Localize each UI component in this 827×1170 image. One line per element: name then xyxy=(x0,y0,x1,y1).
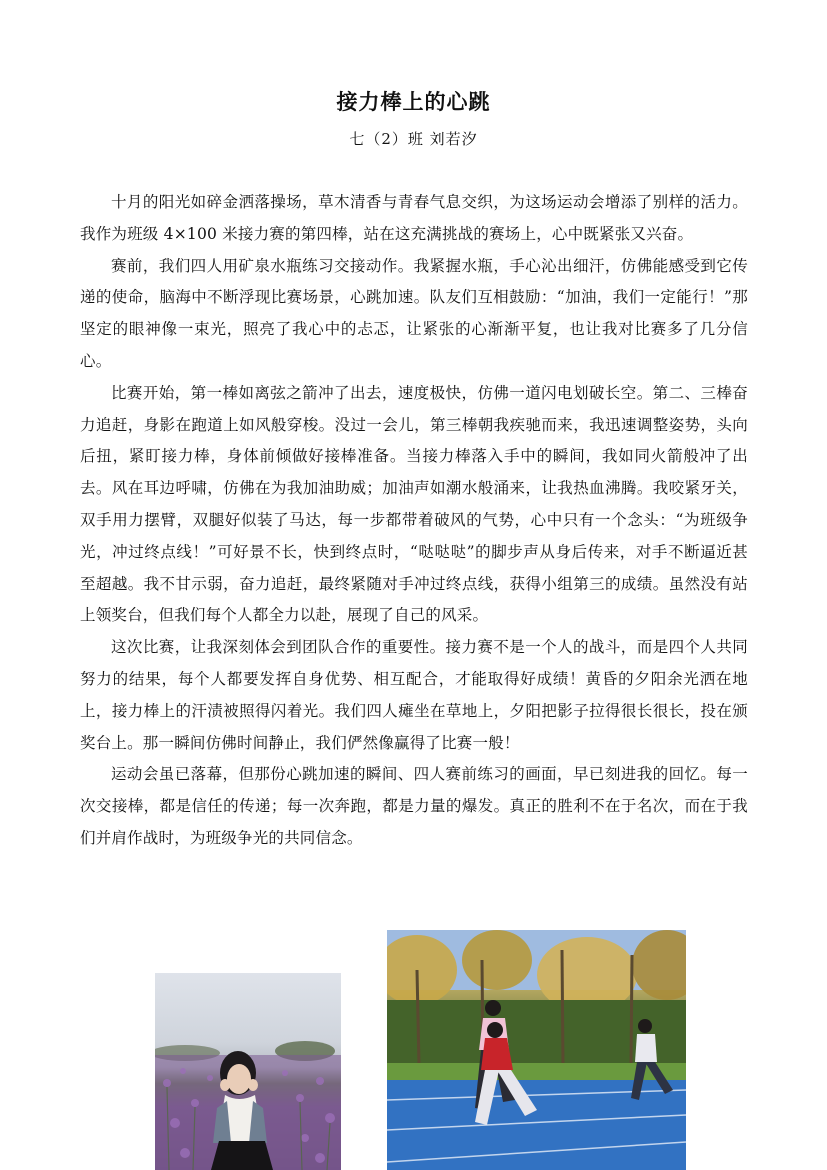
paragraph: 这次比赛，让我深刻体会到团队合作的重要性。接力赛不是一个人的战斗，而是四个人共同努力的结果，每个人都要发挥自身优势、相互配合，才能取得好成绩！黄昏的夕阳余光洒在地上，接力棒上的汗渍被照得闪着光。我们四人瘫坐在草地上，夕阳把影子拉得很长很长，投在颁奖台上。那一瞬间仿佛时间静止，我们俨然像赢得了比赛一般！ xyxy=(80,638,748,752)
paragraph: 运动会虽已落幕，但那份心跳加速的瞬间、四人赛前练习的画面，早已刻进我的回忆。每一次交接棒，都是信任的传递；每一次奔跑，都是力量的爆发。真正的胜利不在于名次，而在于我们并肩作战时，为班级争光的共同信念。 xyxy=(80,765,748,847)
relay-runners-on-track-photo xyxy=(387,930,686,1170)
paragraph: 比赛开始，第一棒如离弦之箭冲了出去，速度极快，仿佛一道闪电划破长空。第二、三棒奋力追赶，身影在跑道上如风般穿梭。没过一会儿，第三棒朝我疾驰而来，我迅速调整姿势，头向后扭，紧盯接力棒，身体前倾做好接棒准备。当接力棒落入手中的瞬间，我如同火箭般冲了出去。风在耳边呼啸，仿佛在为我加油助威；加油声如潮水般涌来，让我热血沸腾。我咬紧牙关，双手用力摆臂，双腿好似装了马达，每一步都带着破风的气势，心中只有一个念头：“为班级争光，冲过终点线！”可好景不长，快到终点时，“哒哒哒”的脚步声从身后传来，对手不断逼近甚至超越。我不甘示弱，奋力追赶，最终紧随对手冲过终点线，获得小组第三的成绩。虽然没有站上领奖台，但我们每个人都全力以赴，展现了自己的风采。 xyxy=(80,383,748,625)
paragraph: 十月的阳光如碎金洒落操场，草木清香与青春气息交织，为这场运动会增添了别样的活力。我作为班级 4×100 米接力赛的第四棒，站在这充满挑战的赛场上，心中既紧张又兴奋。 xyxy=(80,193,748,243)
article-body xyxy=(80,187,748,855)
flower-field-illustration xyxy=(155,973,341,1170)
paragraph: 赛前，我们四人用矿泉水瓶练习交接动作。我紧握水瓶，手心沁出细汗，仿佛能感受到它传递的使命，脑海中不断浮现比赛场景，心跳加速。队友们互相鼓励：“加油，我们一定能行！”那坚定的眼神像一束光，照亮了我心中的忐忑，让紧张的心渐渐平复，也让我对比赛多了几分信心。 xyxy=(80,256,748,370)
running-track-illustration xyxy=(387,930,686,1170)
girl-in-flower-field-photo xyxy=(155,973,341,1170)
author-byline: 七（2）班 刘若汐 xyxy=(349,130,478,148)
article-title: 接力棒上的心跳 xyxy=(336,90,491,114)
